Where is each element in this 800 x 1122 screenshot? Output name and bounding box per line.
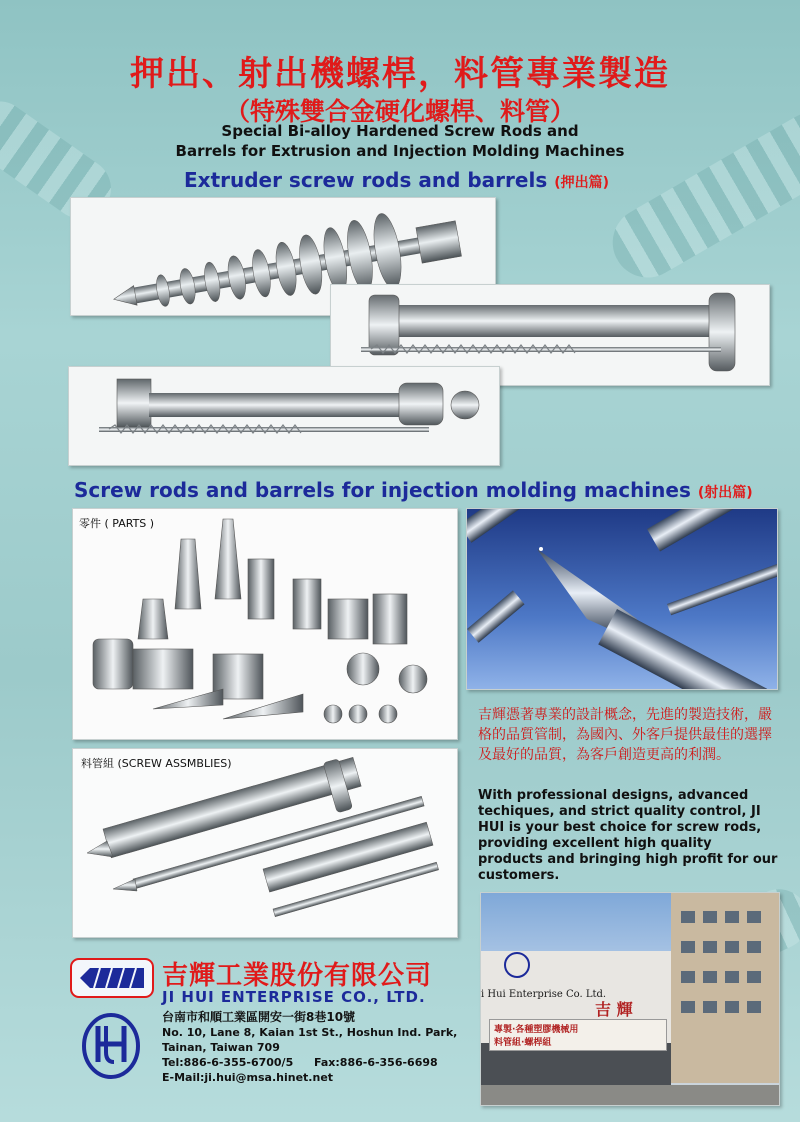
factory-photo [480, 892, 780, 1106]
parts-caption: 零件 ( PARTS ) [79, 517, 155, 530]
address-en-line1: No. 10, Lane 8, Kaian 1st St., Hoshun Ind. Park, [162, 1026, 458, 1039]
factory-sign-cn: 吉 輝 [595, 1000, 633, 1019]
factory-sign-en: i Hui Enterprise Co. Ltd. [481, 989, 607, 1000]
extruder-heading-text: Extruder screw rods and barrels [184, 168, 548, 192]
injection-heading-tag: (射出篇) [697, 485, 753, 501]
injection-heading-text: Screw rods and barrels for injection molding machines [74, 478, 691, 502]
company-name-cn: 吉輝工業股份有限公司 [162, 961, 433, 991]
factory-banner [489, 1019, 667, 1051]
parts-photo [72, 508, 458, 740]
company-screw-logo [70, 958, 154, 998]
injection-screw-closeup-photo [466, 508, 778, 690]
address-cn: 台南市和順工業區開安一街8巷10號 [162, 1010, 356, 1024]
extruder-assembly-photo [68, 366, 500, 466]
company-emblem-icon [80, 1012, 142, 1080]
extruder-section-heading [184, 168, 609, 192]
page-subtitle-cn: （特殊雙合金硬化螺桿、料管） [224, 97, 575, 126]
page-title-en-line1: Special Bi-alloy Hardened Screw Rods and [221, 122, 579, 140]
tel-number: Tel:886-6-355-6700/5 [162, 1056, 294, 1069]
fax-number: Fax:886-6-356-6698 [314, 1056, 438, 1069]
extruder-heading-tag: (押出篇) [554, 175, 609, 191]
description-en: With professional designs, advanced techiques, and strict quality control, JI HUI is your best choice for screw rods, providing excellent high quality products and bringing high profit for our customers. [478, 788, 778, 883]
assemblies-caption: 料管組 (SCREW ASSMBLIES) [81, 757, 232, 770]
company-name-en: JI HUI ENTERPRISE CO., LTD. [162, 988, 426, 1006]
page-title-cn: 押出、射出機螺桿，料管專業製造 [130, 54, 670, 94]
description-cn: 吉輝憑著專業的設計概念，先進的製造技術，嚴格的品質管制，為國內、外客戶提供最佳的選擇及最好的品質，為客戶創造更高的利潤。 [478, 707, 772, 763]
address-en-line2: Tainan, Taiwan 709 [162, 1041, 280, 1054]
injection-section-heading [74, 478, 753, 502]
factory-banner-line1: 專製·各種塑膠機械用 [494, 1025, 579, 1035]
factory-banner-line2: 料管組·螺桿組 [494, 1038, 552, 1048]
page-title-en-line2: Barrels for Extrusion and Injection Molding Machines [175, 142, 625, 160]
screw-assemblies-photo [72, 748, 458, 938]
email-address: E-Mail:ji.hui@msa.hinet.net [162, 1071, 334, 1084]
